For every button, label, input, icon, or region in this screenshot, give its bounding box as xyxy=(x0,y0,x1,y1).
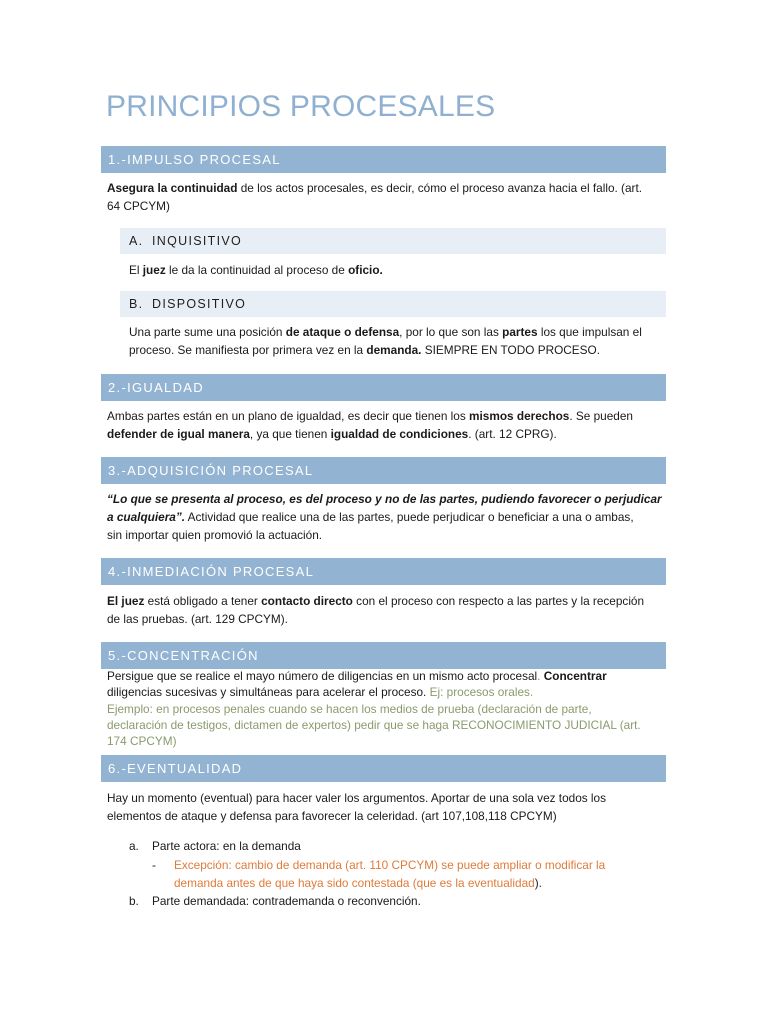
subheading-inquisitivo: A. INQUISITIVO xyxy=(120,228,666,254)
list-marker: a. xyxy=(129,839,139,853)
dash-marker: - xyxy=(152,858,156,872)
list-subitem: - Excepción: cambio de demanda (art. 110 CPCYM) se puede ampliar o modificar la demanda antes de que haya sido contestada (que es la eventualidad). xyxy=(152,858,606,890)
adquisicion-paragraph: “Lo que se presenta al proceso, es del proceso y no de las partes, pudiendo favorecer o perjudicar a cualquiera”. Actividad que realice una de las partes, puede perjudicar o beneficiar a una o ambas, sin importar quien promovió la actuación. xyxy=(107,492,662,542)
inquisitivo-paragraph: El juez le da la continuidad al proceso de oficio. xyxy=(129,263,383,277)
inmediacion-paragraph: El juez está obligado a tener contacto directo con el proceso con respecto a las partes y la recepción de las pruebas. (art. 129 CPCYM). xyxy=(107,594,645,626)
subheading-dispositivo: B. DISPOSITIVO xyxy=(120,291,666,317)
section-heading-inmediacion: 4.-INMEDIACIÓN PROCESAL xyxy=(101,558,666,585)
igualdad-paragraph: Ambas partes están en un plano de igualdad, es decir que tienen los mismos derechos. Se pueden defender de igual manera, ya que tienen igualdad de condiciones. (art. 12 CPRG). xyxy=(107,409,633,441)
list-marker: b. xyxy=(129,894,139,908)
concentracion-paragraph: Persigue que se realice el mayo número de diligencias en un mismo acto procesal. Concentrar diligencias sucesivas y simultáneas para acelerar el proceso. Ej: procesos orales. Ejemplo: en procesos penales cuando se hacen los medios de prueba (declaración de parte, declaración de testigos, dictamen de expertos) pedir que se haga RECONOCIMIENTO JUDICIAL (art. 174 CPCYM) xyxy=(107,669,641,749)
section-heading-impulso: 1.-IMPULSO PROCESAL xyxy=(101,146,666,173)
impulso-paragraph: Asegura la continuidad de los actos procesales, es decir, cómo el proceso avanza hacia el fallo. (art. 64 CPCYM) xyxy=(107,181,643,213)
page-title: PRINCIPIOS PROCESALES xyxy=(106,90,496,123)
dispositivo-paragraph: Una parte sume una posición de ataque o defensa, por lo que son las partes los que impulsan el proceso. Se manifiesta por primera vez en la demanda. SIEMPRE EN TODO PROCESO. xyxy=(129,325,642,357)
eventualidad-paragraph: Hay un momento (eventual) para hacer valer los argumentos. Aportar de una sola vez todos los elementos de ataque y defensa para favorecer la celeridad. (art 107,108,118 CPCYM) xyxy=(107,791,607,823)
section-heading-adquisicion: 3.-ADQUISICIÓN PROCESAL xyxy=(101,457,666,484)
section-heading-igualdad: 2.-IGUALDAD xyxy=(101,374,666,401)
section-heading-concentracion: 5.-CONCENTRACIÓN xyxy=(101,642,666,669)
document-page: PRINCIPIOS PROCESALES 1.-IMPULSO PROCESAL Asegura la continuidad de los actos procesales, es decir, cómo el proceso avanza hacia el fallo. (art. 64 CPCYM) A. INQUISITIVO El juez le da la continuidad al proceso de oficio. B. DISPOSITIVO Una parte sume una posición de ataque o defensa, por lo que son las partes los que impulsan el proceso. Se manifiesta por primera vez en la demanda. SIEMPRE EN TODO PROCESO. 2.-IGUALDAD Ambas partes están en un plano de igualdad, es decir que tienen los mismos derechos. Se pueden defender de igual manera, ya que tienen igualdad de condiciones. (art. 12 CPRG). 3.-ADQUISICIÓN PROCESAL “Lo que se presenta al proceso, es del proceso y no de las partes, pudiendo favorecer o perjudicar a cualquiera”. Actividad que realice una de las partes, puede perjudicar o beneficiar a una o ambas, sin importar quien promovió la actuación. 4.-INMEDIACIÓN PROCESAL El juez está obligado a tener contacto directo con el proceso con respecto a las partes y la recepción de las pruebas. (art. 129 CPCYM). 5.-CONCENTRACIÓN Persigue que se realice el mayo número de diligencias en un mismo acto procesal. Concentrar diligencias sucesivas y simultáneas para acelerar el proceso. Ej: procesos orales. Ejemplo: en procesos penales cuando se hacen los medios de prueba (declaración de parte, declaración de testigos, dictamen de expertos) pedir que se haga RECONOCIMIENTO JUDICIAL (art. 174 CPCYM) 6.-EVENTUALIDAD Hay un momento (eventual) para hacer valer los argumentos. Aportar de una sola vez todos los elementos de ataque y defensa para favorecer la celeridad. (art 107,108,118 CPCYM) a. Parte actora: en la demanda - Excepción: cambio de demanda (art. 110 CPCYM) se puede ampliar o modificar la demanda antes de que haya sido contestada (que es la eventualidad). b. Parte demandada: contrademanda o reconvención. xyxy=(0,0,768,1024)
section-heading-eventualidad: 6.-EVENTUALIDAD xyxy=(101,755,666,782)
